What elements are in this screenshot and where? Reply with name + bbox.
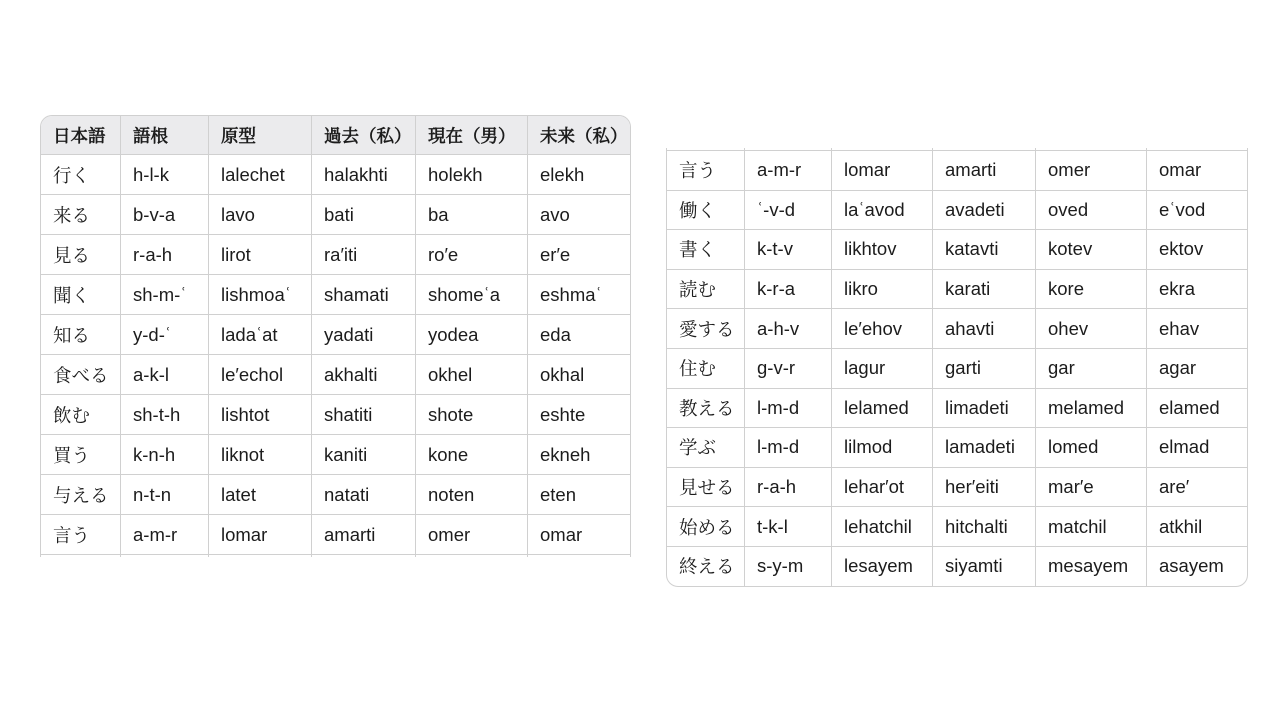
cell-japanese: 見る: [41, 235, 121, 275]
cell-future: agar: [1147, 349, 1247, 389]
cell-future: ekneh: [528, 435, 630, 475]
cell-japanese: 見せる: [667, 468, 745, 508]
cell-japanese: 行く: [41, 155, 121, 195]
cell-present: matchil: [1036, 507, 1147, 547]
cell-japanese: 聞く: [41, 275, 121, 315]
cell-root: ʿ-v-d: [745, 191, 832, 231]
cell-present: shote: [416, 395, 528, 435]
cell-infinitive: laʿavod: [832, 191, 933, 231]
cell-infinitive: liknot: [209, 435, 312, 475]
table-row: [41, 235, 630, 275]
cell-japanese: 始める: [667, 507, 745, 547]
cell-future: eshmaʿ: [528, 275, 630, 315]
cell-future: er′e: [528, 235, 630, 275]
cell-past: akhalti: [312, 355, 416, 395]
cell-root: y-d-ʿ: [121, 315, 209, 355]
cell-present: okhel: [416, 355, 528, 395]
cell-present: holekh: [416, 155, 528, 195]
cell-past: hitchalti: [933, 507, 1036, 547]
verb-table-left: [40, 115, 631, 557]
cell-infinitive: lomar: [832, 151, 933, 191]
cell-partial: [209, 555, 312, 557]
cell-infinitive: likro: [832, 270, 933, 310]
cell-infinitive: lilmod: [832, 428, 933, 468]
cell-partial: [121, 555, 209, 557]
cell-japanese: 教える: [667, 389, 745, 429]
cell-infinitive: lishtot: [209, 395, 312, 435]
column-header-japanese: 日本語: [41, 116, 121, 155]
cell-past: her′eiti: [933, 468, 1036, 508]
cell-present: noten: [416, 475, 528, 515]
table-row: [41, 515, 630, 555]
cell-present: mar′e: [1036, 468, 1147, 508]
cell-past: halakhti: [312, 155, 416, 195]
table-row: [667, 270, 1247, 310]
cell-partial: [416, 555, 528, 557]
table-row: [41, 355, 630, 395]
cell-past: ahavti: [933, 309, 1036, 349]
cell-root: b-v-a: [121, 195, 209, 235]
header-row: [41, 116, 630, 155]
table-row: [667, 428, 1247, 468]
table-row: [41, 395, 630, 435]
table-row: [667, 349, 1247, 389]
cell-past: yadati: [312, 315, 416, 355]
table-row: [667, 151, 1247, 191]
cell-root: l-m-d: [745, 428, 832, 468]
cell-present: shomeʿa: [416, 275, 528, 315]
cell-root: n-t-n: [121, 475, 209, 515]
cell-future: atkhil: [1147, 507, 1247, 547]
cell-present: ohev: [1036, 309, 1147, 349]
cell-past: katavti: [933, 230, 1036, 270]
cell-root: a-m-r: [745, 151, 832, 191]
cell-future: eten: [528, 475, 630, 515]
cell-future: elamed: [1147, 389, 1247, 429]
cell-infinitive: lelamed: [832, 389, 933, 429]
cell-past: garti: [933, 349, 1036, 389]
cell-future: are′: [1147, 468, 1247, 508]
cell-past: limadeti: [933, 389, 1036, 429]
table-row: [667, 309, 1247, 349]
cell-japanese: 愛する: [667, 309, 745, 349]
cell-infinitive: lesayem: [832, 547, 933, 586]
cell-japanese: 来る: [41, 195, 121, 235]
cell-japanese: 与える: [41, 475, 121, 515]
cell-root: k-r-a: [745, 270, 832, 310]
cell-root: r-a-h: [745, 468, 832, 508]
cell-japanese: 働く: [667, 191, 745, 231]
table-row: [667, 547, 1247, 586]
cell-partial: [41, 555, 121, 557]
cell-past: avadeti: [933, 191, 1036, 231]
cell-past: kaniti: [312, 435, 416, 475]
cell-present: kore: [1036, 270, 1147, 310]
cell-future: okhal: [528, 355, 630, 395]
cell-present: ba: [416, 195, 528, 235]
cell-future: elmad: [1147, 428, 1247, 468]
table-row: [667, 507, 1247, 547]
column-header-future: 未来（私）: [528, 116, 630, 155]
cell-japanese: 住む: [667, 349, 745, 389]
cell-infinitive: lehatchil: [832, 507, 933, 547]
cell-root: sh-t-h: [121, 395, 209, 435]
cell-root: k-t-v: [745, 230, 832, 270]
cell-root: h-l-k: [121, 155, 209, 195]
cell-past: karati: [933, 270, 1036, 310]
cell-past: shatiti: [312, 395, 416, 435]
cell-root: t-k-l: [745, 507, 832, 547]
cell-present: yodea: [416, 315, 528, 355]
cell-japanese: 終える: [667, 547, 745, 586]
table-row: [667, 389, 1247, 429]
cell-present: ro′e: [416, 235, 528, 275]
cell-present: kotev: [1036, 230, 1147, 270]
cell-japanese: 言う: [41, 515, 121, 555]
cell-future: elekh: [528, 155, 630, 195]
table-row: [41, 155, 630, 195]
cell-present: omer: [1036, 151, 1147, 191]
cell-infinitive: le′echol: [209, 355, 312, 395]
cell-infinitive: le′ehov: [832, 309, 933, 349]
cell-past: bati: [312, 195, 416, 235]
cell-root: s-y-m: [745, 547, 832, 586]
cell-infinitive: latet: [209, 475, 312, 515]
cell-infinitive: ladaʿat: [209, 315, 312, 355]
cell-root: a-k-l: [121, 355, 209, 395]
cell-japanese: 書く: [667, 230, 745, 270]
cell-present: mesayem: [1036, 547, 1147, 586]
cell-infinitive: lavo: [209, 195, 312, 235]
cell-future: eshte: [528, 395, 630, 435]
cell-future: ektov: [1147, 230, 1247, 270]
cell-past: ra′iti: [312, 235, 416, 275]
cell-infinitive: lomar: [209, 515, 312, 555]
cell-present: gar: [1036, 349, 1147, 389]
cell-present: kone: [416, 435, 528, 475]
cell-root: l-m-d: [745, 389, 832, 429]
cell-future: eʿvod: [1147, 191, 1247, 231]
cell-future: ehav: [1147, 309, 1247, 349]
cell-infinitive: lehar′ot: [832, 468, 933, 508]
cell-root: sh-m-ʿ: [121, 275, 209, 315]
cell-japanese: 飲む: [41, 395, 121, 435]
cell-root: r-a-h: [121, 235, 209, 275]
cell-present: omer: [416, 515, 528, 555]
cell-root: a-h-v: [745, 309, 832, 349]
column-header-root: 語根: [121, 116, 209, 155]
cell-present: lomed: [1036, 428, 1147, 468]
cell-future: omar: [528, 515, 630, 555]
cell-root: a-m-r: [121, 515, 209, 555]
cell-japanese: 食べる: [41, 355, 121, 395]
cell-infinitive: likhtov: [832, 230, 933, 270]
cell-japanese: 言う: [667, 151, 745, 191]
column-header-present: 現在（男）: [416, 116, 528, 155]
cell-past: natati: [312, 475, 416, 515]
verb-table-right: [666, 148, 1248, 587]
cell-infinitive: lirot: [209, 235, 312, 275]
cell-past: siyamti: [933, 547, 1036, 586]
table-row: [667, 191, 1247, 231]
cell-infinitive: lalechet: [209, 155, 312, 195]
cell-partial: [528, 555, 630, 557]
table-row: [41, 315, 630, 355]
cell-partial: [312, 555, 416, 557]
table-row: [667, 230, 1247, 270]
cell-infinitive: lishmoaʿ: [209, 275, 312, 315]
cell-root: k-n-h: [121, 435, 209, 475]
cell-future: ekra: [1147, 270, 1247, 310]
column-header-past: 過去（私）: [312, 116, 416, 155]
cell-japanese: 読む: [667, 270, 745, 310]
cell-japanese: 知る: [41, 315, 121, 355]
cell-root: g-v-r: [745, 349, 832, 389]
cell-future: avo: [528, 195, 630, 235]
cell-past: lamadeti: [933, 428, 1036, 468]
cell-future: omar: [1147, 151, 1247, 191]
table-row: [41, 435, 630, 475]
cell-japanese: 買う: [41, 435, 121, 475]
cell-present: oved: [1036, 191, 1147, 231]
table-row: [41, 195, 630, 235]
column-header-infinitive: 原型: [209, 116, 312, 155]
cell-infinitive: lagur: [832, 349, 933, 389]
cell-future: asayem: [1159, 555, 1224, 577]
cell-past: amarti: [312, 515, 416, 555]
table-row: [41, 475, 630, 515]
cell-past: amarti: [933, 151, 1036, 191]
cell-japanese: 学ぶ: [667, 428, 745, 468]
cell-present: melamed: [1036, 389, 1147, 429]
table-row: [667, 468, 1247, 508]
cell-past: shamati: [312, 275, 416, 315]
table-row: [41, 275, 630, 315]
cell-future: eda: [528, 315, 630, 355]
